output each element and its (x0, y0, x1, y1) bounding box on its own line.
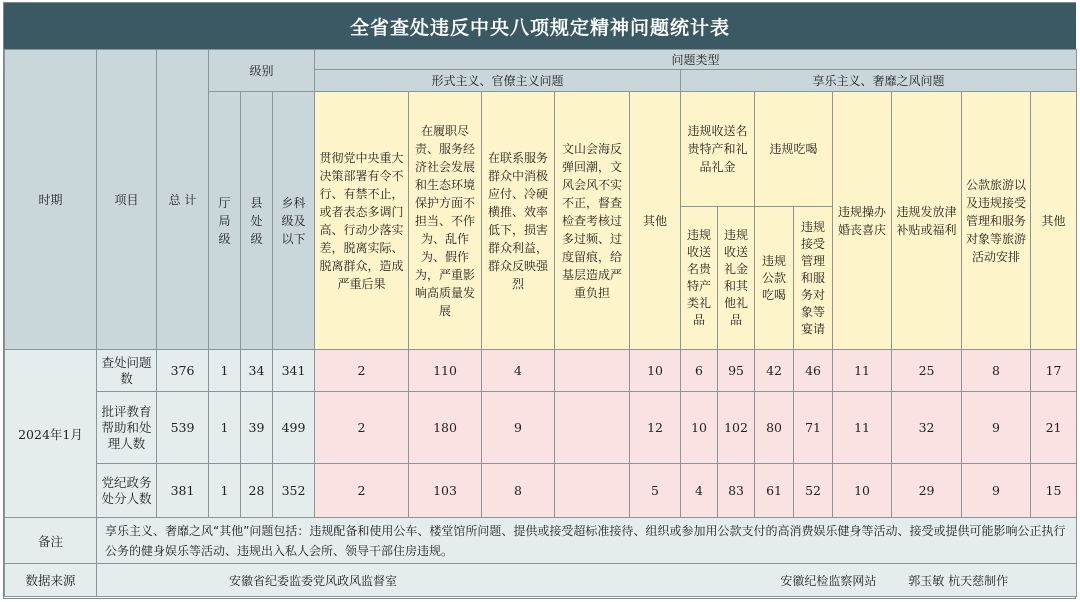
cell-value: 9 (962, 392, 1031, 464)
cell-value: 32 (892, 392, 962, 464)
level-xiang-ke: 乡科级及以下 (273, 92, 315, 350)
hedonism-group-header: 享乐主义、奢靡之风问题 (681, 70, 1077, 92)
cell-level: 499 (273, 392, 315, 464)
cell-level: 352 (273, 464, 315, 518)
stats-table (4, 49, 1077, 597)
level-ting-ju: 厅局级 (209, 92, 241, 350)
level-group-header: 级别 (209, 50, 315, 92)
formalism-col-4: 文山会海反弹回潮，文风会风不实不正，督查检查考核过多过频、过度留痕，给基层造成严重负担 (555, 92, 630, 350)
cell-total: 539 (157, 392, 209, 464)
cell-value: 15 (1031, 464, 1077, 518)
cell-value (555, 392, 630, 464)
cell-value: 25 (892, 350, 962, 392)
hedonism-col-subsidies: 违规发放津补贴或福利 (892, 92, 962, 350)
formalism-col-other: 其他 (630, 92, 681, 350)
cell-value: 42 (755, 350, 794, 392)
level-xian-chu: 县处级 (241, 92, 273, 350)
cell-level: 39 (241, 392, 273, 464)
source-cell (97, 564, 1077, 597)
cell-value: 11 (833, 392, 892, 464)
formalism-group-header: 形式主义、官僚主义问题 (315, 70, 681, 92)
source-label: 数据来源 (5, 564, 97, 597)
table-row (5, 464, 1077, 518)
cell-value: 2 (315, 350, 409, 392)
gifts-group-header: 违规收送名贵特产和礼品礼金 (681, 92, 755, 207)
table-row (5, 350, 1077, 392)
cell-value: 21 (1031, 392, 1077, 464)
cell-value: 71 (794, 392, 833, 464)
cell-value: 11 (833, 350, 892, 392)
cell-value: 103 (409, 464, 482, 518)
cell-value: 10 (833, 464, 892, 518)
cell-value: 5 (630, 464, 681, 518)
hedonism-col-other: 其他 (1031, 92, 1077, 350)
table-row (5, 392, 1077, 464)
row-label: 党纪政务处分人数 (97, 464, 157, 518)
cell-total: 376 (157, 350, 209, 392)
cell-value: 9 (482, 392, 555, 464)
cell-value (555, 464, 630, 518)
cell-value: 17 (1031, 350, 1077, 392)
period-value: 2024年1月 (5, 350, 97, 518)
cell-value: 10 (681, 392, 718, 464)
cell-value: 9 (962, 464, 1031, 518)
cell-value: 52 (794, 464, 833, 518)
cell-value: 8 (482, 464, 555, 518)
formalism-col-2: 在履职尽责、服务经济社会发展和生态环境保护方面不担当、不作为、乱作为、假作为，严重影响高质量发展 (409, 92, 482, 350)
gifts-col-cash: 违规收送礼金和其他礼品 (718, 207, 755, 350)
cell-level: 1 (209, 350, 241, 392)
eating-col-banquets: 违规接受管理和服务对象等宴请 (794, 207, 833, 350)
cell-value: 8 (962, 350, 1031, 392)
note-text: 享乐主义、奢靡之风“其他”问题包括：违规配备和使用公车、楼堂馆所问题、提供或接受超标准接待、组织或参加用公款支付的高消费娱乐健身等活动、接受或提供可能影响公正执行公务的健身娱乐等活动、违规出入私人会所、领导干部住房违规。 (97, 518, 1077, 564)
cell-value: 95 (718, 350, 755, 392)
cell-value: 61 (755, 464, 794, 518)
cell-value: 2 (315, 464, 409, 518)
source-author: 郭玉敏 杭天慈制作 (908, 573, 1009, 588)
cell-value: 29 (892, 464, 962, 518)
gifts-col-specialty: 违规收送名贵特产类礼品 (681, 207, 718, 350)
problem-types-header: 问题类型 (315, 50, 1077, 70)
hedonism-col-weddings: 违规操办婚丧喜庆 (833, 92, 892, 350)
cell-value: 4 (681, 464, 718, 518)
cell-level: 34 (241, 350, 273, 392)
total-header: 总 计 (157, 50, 209, 350)
source-org: 安徽省纪委监委党风政风监督室 (229, 573, 398, 588)
cell-value (555, 350, 630, 392)
cell-value: 102 (718, 392, 755, 464)
cell-value: 10 (630, 350, 681, 392)
cell-value: 180 (409, 392, 482, 464)
formalism-col-1: 贯彻党中央重大决策部署有令不行、有禁不止，或者表态多调门高、行动少落实差，脱离实际、脱离群众，造成严重后果 (315, 92, 409, 350)
cell-value: 4 (482, 350, 555, 392)
cell-value: 110 (409, 350, 482, 392)
cell-value: 80 (755, 392, 794, 464)
source-site: 安徽纪检监察网站 (780, 573, 877, 588)
cell-value: 46 (794, 350, 833, 392)
cell-value: 6 (681, 350, 718, 392)
cell-value: 2 (315, 392, 409, 464)
cell-level: 1 (209, 392, 241, 464)
cell-level: 341 (273, 350, 315, 392)
cell-value: 12 (630, 392, 681, 464)
period-header: 时期 (5, 50, 97, 350)
eating-group-header: 违规吃喝 (755, 92, 833, 207)
hedonism-col-travel: 公款旅游以及违规接受管理和服务对象等旅游活动安排 (962, 92, 1031, 350)
formalism-col-3: 在联系服务群众中消极应付、冷硬横推、效率低下，损害群众利益，群众反映强烈 (482, 92, 555, 350)
cell-level: 28 (241, 464, 273, 518)
cell-total: 381 (157, 464, 209, 518)
eating-col-public-funds: 违规公款吃喝 (755, 207, 794, 350)
row-label: 查处问题数 (97, 350, 157, 392)
cell-level: 1 (209, 464, 241, 518)
table-title: 全省查处违反中央八项规定精神问题统计表 (4, 3, 1076, 49)
cell-value: 83 (718, 464, 755, 518)
note-label: 备注 (5, 518, 97, 564)
item-header: 项目 (97, 50, 157, 350)
row-label: 批评教育帮助和处理人数 (97, 392, 157, 464)
